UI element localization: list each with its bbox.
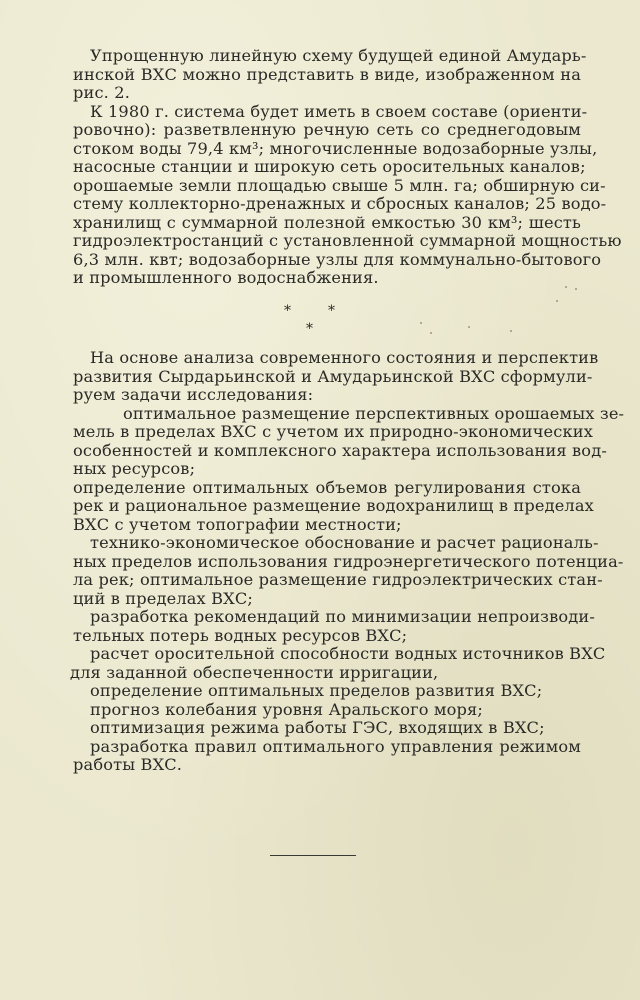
text-line: 6,3 млн. квт; водозаборные узлы для коммунально-бытового — [73, 249, 602, 269]
text-line: стему коллекторно-дренажных и сбросных каналов; 25 водо- — [73, 194, 607, 213]
task-line: ных ресурсов; — [73, 459, 196, 478]
text-line: и промышленного водоснабжения. — [73, 268, 379, 287]
text-line: гидроэлектростанций с установленной суммарной мощностью — [73, 231, 622, 250]
paper-speck — [468, 326, 470, 328]
paragraph-system-composition — [73, 101, 622, 288]
task-line: особенностей и комплексного характера использования вод- — [73, 440, 607, 460]
paragraph-scheme-reference — [73, 46, 587, 103]
task-line: ций в пределах ВХС; — [73, 588, 253, 608]
text-line: насосные станции и широкую сеть оросительных каналов; — [73, 157, 586, 176]
task-line: ВХС с учетом топографии местности; — [73, 514, 402, 534]
paper-speck — [510, 330, 512, 332]
text-line: стоком воды 79,4 км³; многочисленные водозаборные узлы, — [73, 138, 598, 158]
paper-speck — [430, 332, 432, 334]
task-line: определение оптимальных пределов развития ВХС; — [90, 681, 543, 700]
task-line: технико-экономическое обоснование и расчет рациональ- — [90, 533, 599, 552]
separator-star: * — [328, 303, 335, 319]
task-line: определение оптимальных объемов регулирования стока — [73, 477, 581, 497]
task-line: оптимальное размещение перспективных орошаемых зе- — [123, 403, 625, 423]
task-line: ных пределов использования гидроэнергетического потенциа- — [73, 551, 624, 571]
section-separator — [260, 303, 360, 343]
research-task-list — [70, 403, 625, 775]
paper-speck — [575, 288, 577, 290]
task-line: работы ВХС. — [73, 755, 183, 774]
task-line: для заданной обеспеченности ирригации, — [70, 662, 439, 682]
paragraph-research-intro — [73, 348, 599, 405]
lower-text — [70, 348, 625, 775]
text-line: На основе анализа современного состояния и перспектив — [90, 348, 599, 367]
task-line: тельных потерь водных ресурсов ВХС; — [73, 625, 408, 645]
separator-star: * — [306, 321, 313, 337]
end-rule — [270, 855, 356, 856]
text-line: орошаемые земли площадью свыше 5 млн. га; обширную си- — [73, 175, 606, 195]
paper-speck — [556, 300, 558, 302]
paper-speck — [420, 322, 422, 324]
text-line: ровочно): разветвленную речную сеть со среднегодовым — [73, 120, 581, 139]
task-line: разработка правил оптимального управления режимом — [90, 736, 581, 756]
text-line: рис. 2. — [73, 83, 131, 102]
paper-speck — [565, 286, 567, 288]
text-line: развития Сырдарьинской и Амударьинской ВХС сформули- — [73, 366, 593, 386]
task-line: рек и рациональное размещение водохранилищ в пределах — [73, 496, 594, 515]
text-line: К 1980 г. система будет иметь в своем составе (ориенти- — [90, 101, 588, 121]
text-line: Упрощенную линейную схему будущей единой Амударь- — [90, 46, 587, 65]
task-line: разработка рекомендаций по минимизации непроизводи- — [90, 607, 595, 626]
text-line: руем задачи исследования: — [73, 385, 314, 404]
task-line: мель в пределах ВХС с учетом их природно-экономических — [73, 422, 593, 441]
upper-text — [73, 46, 622, 288]
text-line: инской ВХС можно представить в виде, изображенном на — [73, 64, 581, 84]
separator-star: * — [284, 303, 291, 319]
task-line: прогноз колебания уровня Аральского моря; — [90, 699, 484, 719]
text-line: хранилищ с суммарной полезной емкостью 30 км³; шесть — [73, 212, 581, 232]
task-line: расчет оросительной способности водных источников ВХС — [90, 644, 606, 663]
task-line: оптимизация режима работы ГЭС, входящих в ВХС; — [90, 718, 545, 737]
task-line: ла рек; оптимальное размещение гидроэлектрических стан- — [73, 570, 603, 589]
